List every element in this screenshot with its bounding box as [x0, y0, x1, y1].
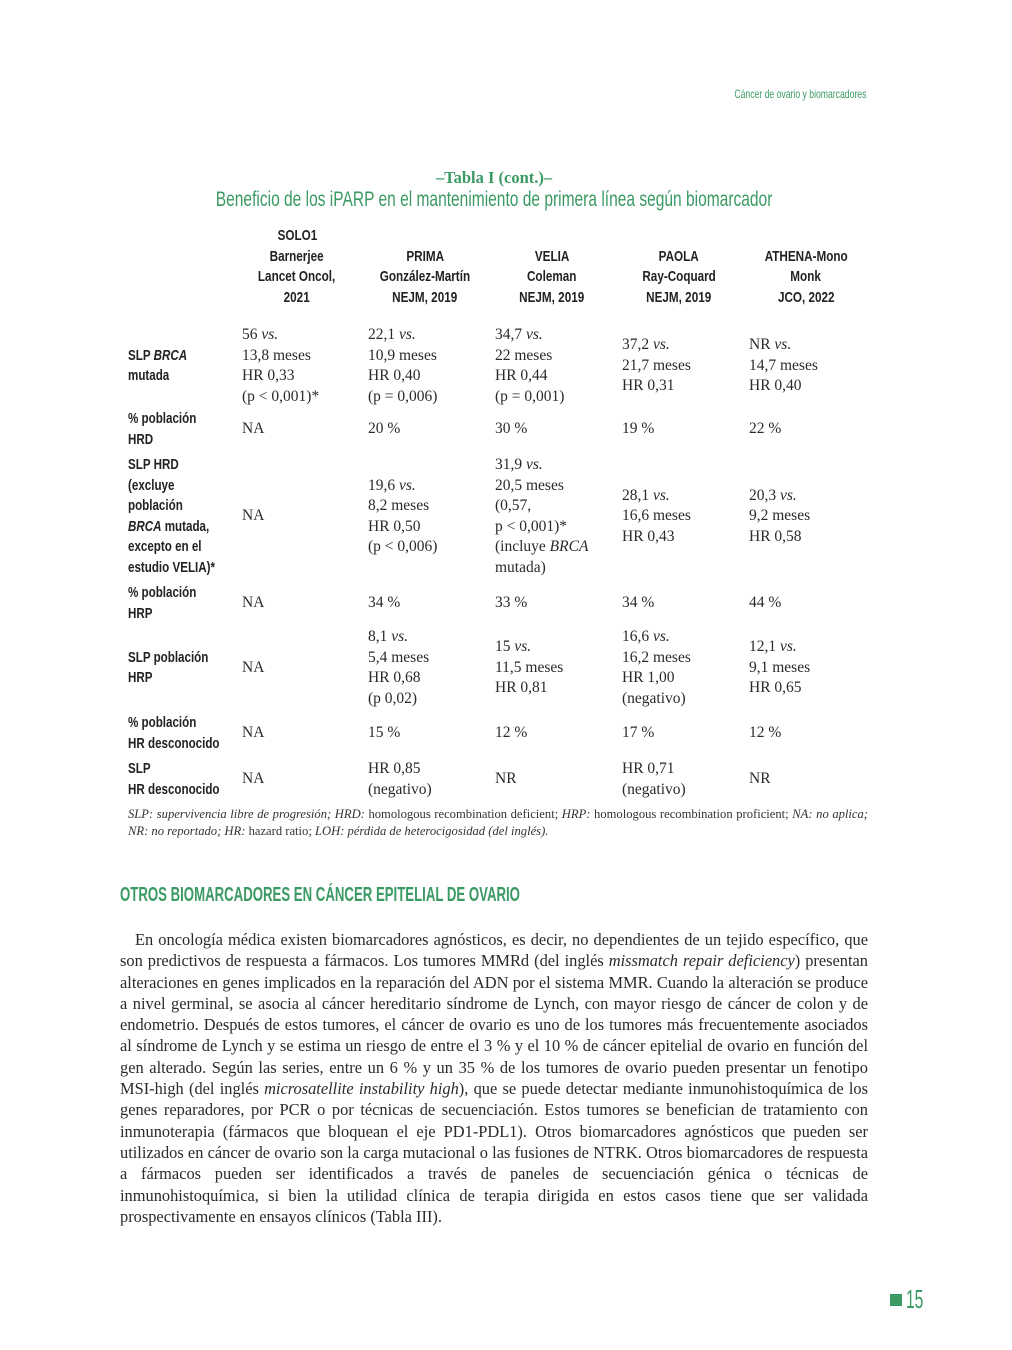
table-cell: NA	[242, 724, 265, 742]
table-cell: 12,1 vs. 9,1 meses HR 0,65	[749, 638, 811, 697]
page-marker-square	[890, 1294, 902, 1306]
table-cell: 44 %	[749, 594, 782, 612]
page-number: 15	[906, 1284, 924, 1314]
body-text	[120, 929, 868, 1227]
table-cell: NA	[242, 770, 265, 788]
table-label: –Tabla I (cont.)–	[435, 168, 553, 187]
table-cell: 12 %	[749, 724, 782, 742]
body-paragraph: En oncología médica existen biomarcadores agnósticos, es decir, no dependientes de un tejido específico, que son predictivos de respuesta a fármacos. Los tumores MMRd (del inglés missmatch repair deficiency) presentan alteraciones en genes implicados en la reparación del ADN por el sistema MMR. Cuando la alteración se produce a nivel germinal, se asocia al cáncer hereditario síndrome de Lynch, con mayor riesgo de cáncer de colon y de endometrio. Después de estos tumores, el cáncer de ovario es uno de los tumores más frecuentemente asociados al síndrome de Lynch y se estima un riesgo de entre el 3 % y el 10 % de cáncer epitelial de ovario en función del gen alterado. Según las series, entre un 6 % y un 35 % de los tumores de ovario pueden presentar un fenotipo MSI-high (del inglés microsatellite instability high), que se puede detectar mediante inmunohistoquímica de los genes reparadores, por PCR o por técnicas de secuenciación. Estos tumores se benefician de tratamiento con inmunoterapia (fármacos que bloquean el eje PD1-PDL1). Otros biomarcadores agnósticos que pueden ser utilizados en cáncer de ovario son la carga mutacional o las fusiones de NTRK. Otros biomarcadores de respuesta a fármacos pueden ser identificados a través de paneles de secuenciación génica o técnicas de inmunohistoquímica, si bien la utilidad clínica de terapia dirigida en estos casos tiene que ser validada prospectivamente en ensayos clínicos (Tabla III).	[120, 930, 869, 1226]
table-cell: 17 %	[622, 724, 655, 742]
table-cell: 20,3 vs. 9,2 meses HR 0,58	[749, 486, 811, 545]
section-heading: OTROS BIOMARCADORES EN CÁNCER EPITELIAL DE OVARIO	[120, 884, 520, 906]
table-cell: NA	[242, 594, 265, 612]
table-cell: NR	[495, 770, 517, 788]
column-header: SOLO1 Barnerjee Lancet Oncol, 2021	[258, 227, 336, 306]
row-header: % población HRP	[128, 585, 197, 622]
row-header: SLP HRD (excluye población BRCA mutada, excepto en el estudio VELIA)*	[128, 457, 216, 576]
table-cell: NR	[749, 770, 771, 788]
table-cell: 33 %	[495, 594, 528, 612]
table-cell: 19 %	[622, 420, 655, 438]
column-header: VELIA Coleman NEJM, 2019	[519, 247, 585, 306]
table-cell: 28,1 vs. 16,6 meses HR 0,43	[622, 486, 691, 545]
table-cell: 34,7 vs. 22 meses HR 0,44 (p = 0,001)	[495, 326, 565, 405]
table-cell: 56 vs. 13,8 meses HR 0,33 (p < 0,001)*	[242, 326, 320, 405]
table-cell: HR 0,85 (negativo)	[368, 760, 432, 798]
table-cell: 22,1 vs. 10,9 meses HR 0,40 (p = 0,006)	[368, 326, 438, 405]
table-cell: 34 %	[622, 594, 655, 612]
table-cell: HR 0,71 (negativo)	[622, 760, 686, 798]
table-cell: 19,6 vs. 8,2 meses HR 0,50 (p < 0,006)	[368, 476, 438, 555]
table-cell: 31,9 vs. 20,5 meses (0,57, p < 0,001)* (incluye BRCA mutada)	[495, 456, 589, 576]
row-header: SLP HR desconocido	[128, 761, 220, 798]
table-cell: 22 %	[749, 420, 782, 438]
row-header: SLP población HRP	[128, 649, 209, 686]
row-header: SLP BRCA mutada	[128, 347, 188, 384]
table-cell: 37,2 vs. 21,7 meses HR 0,31	[622, 336, 691, 395]
row-header: % población HR desconocido	[128, 715, 220, 752]
table-cell: NA	[242, 658, 265, 676]
table-cell: 20 %	[368, 420, 401, 438]
table-cell: NA	[242, 507, 265, 525]
table-cell: 12 %	[495, 724, 528, 742]
table-cell: 16,6 vs. 16,2 meses HR 1,00 (negativo)	[622, 628, 691, 707]
table-title: Beneficio de los iPARP en el mantenimiento de primera línea según biomarcador	[215, 188, 773, 211]
row-header: % población HRD	[128, 411, 197, 448]
table-cell: 34 %	[368, 594, 401, 612]
table-cell: 8,1 vs. 5,4 meses HR 0,68 (p 0,02)	[368, 628, 430, 707]
column-header: PAOLA Ray-Coquard NEJM, 2019	[642, 247, 716, 306]
table-cell: NA	[242, 420, 265, 438]
table-cell: NR vs. 14,7 meses HR 0,40	[749, 336, 818, 395]
table-cell: 15 vs. 11,5 meses HR 0,81	[495, 638, 564, 697]
table-footnote: SLP: supervivencia libre de progresión; HRD: homologous recombination deficient; HRP: homologous recombination proficient; NA: no aplica; NR: no reportado; HR: hazard ratio; LOH: pérdida de heterocigosidad (del inglés).	[128, 807, 869, 838]
table-cell: 15 %	[368, 724, 401, 742]
column-header: ATHENA-Mono Monk JCO, 2022	[764, 247, 848, 306]
running-header: Cáncer de ovario y biomarcadores	[733, 87, 866, 101]
table-cell: 30 %	[495, 420, 528, 438]
column-header: PRIMA González-Martín NEJM, 2019	[379, 247, 471, 306]
